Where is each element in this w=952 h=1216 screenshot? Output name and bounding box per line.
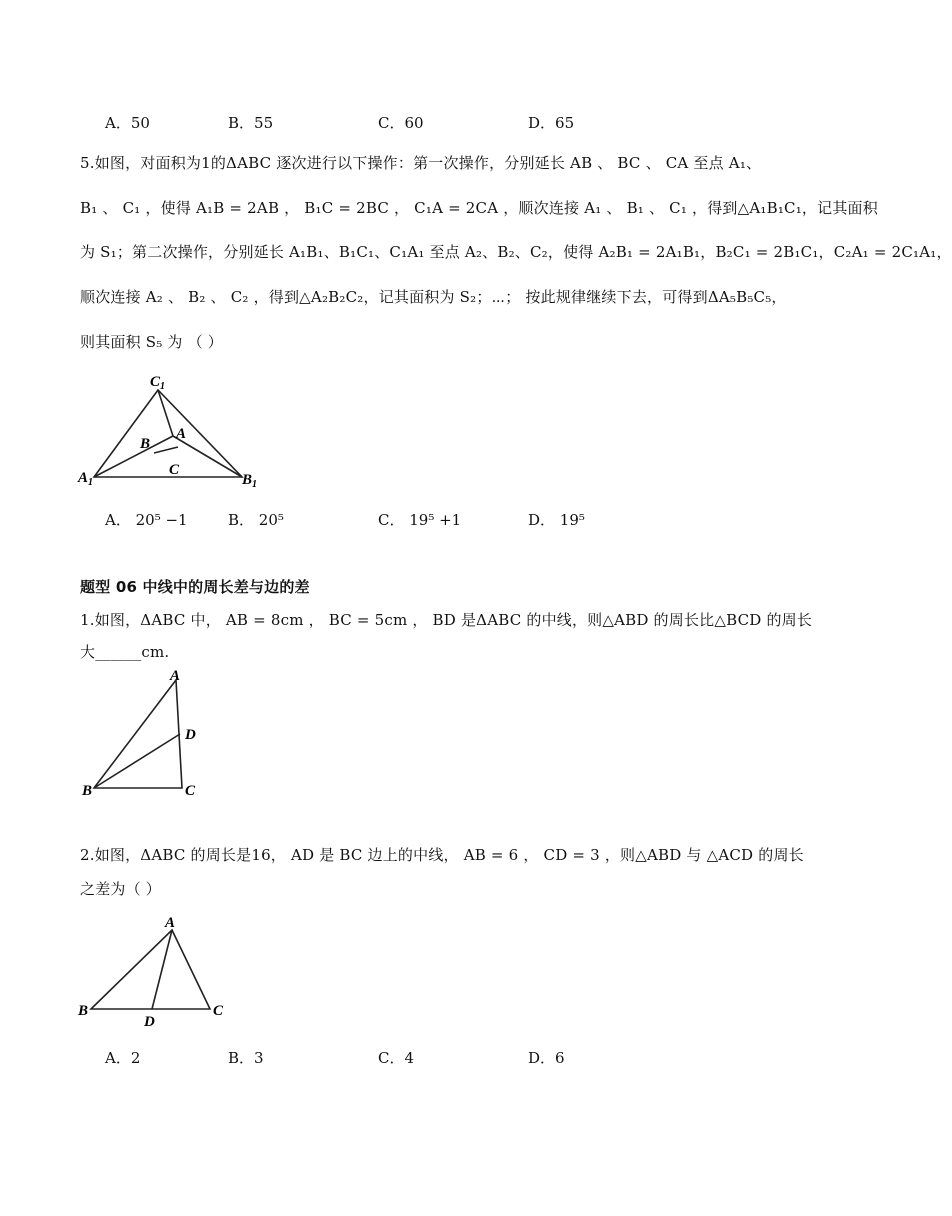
label-a1: $A_1$ — [78, 470, 94, 488]
q1-line-2: 大______cm. — [80, 643, 170, 661]
label-a: A — [165, 915, 176, 931]
q2-option-b: B．3 — [228, 1049, 264, 1067]
q2-option-d: D．6 — [528, 1049, 565, 1067]
q2-triangle-figure — [76, 910, 236, 1028]
label-b: B — [140, 436, 151, 452]
section-heading: 题型 06 中线中的周长差与边的差 — [80, 578, 310, 596]
q5-line-5: 则其面积 S₅ 为 （ ） — [80, 333, 223, 351]
q2-option-a: A．2 — [105, 1049, 141, 1067]
q5-option-b: B． 20⁵ — [228, 511, 284, 529]
label-d: D — [144, 1014, 155, 1030]
label-c: C — [169, 462, 180, 478]
label-c: C — [213, 1003, 224, 1019]
option-d: D．65 — [528, 114, 575, 132]
q5-line-1: 5.如图，对面积为1的ΔABC 逐次进行以下操作：第一次操作，分别延长 AB 、 BC 、 CA 至点 A₁、 — [80, 154, 762, 172]
q1-line-1: 1.如图，ΔABC 中， AB = 8cm ， BC = 5cm ， BD 是ΔABC 的中线，则△ABD 的周长比△BCD 的周长 — [80, 611, 813, 629]
label-b: B — [78, 1003, 89, 1019]
label-d: D — [185, 727, 196, 743]
option-b: B．55 — [228, 114, 274, 132]
label-c1: $C_1$ — [150, 374, 166, 392]
q5-option-a: A． 20⁵ −1 — [105, 511, 188, 529]
q2-line-1: 2.如图，ΔABC 的周长是16， AD 是 BC 边上的中线， AB = 6 ， CD = 3 ，则△ABD 与 △ACD 的周长 — [80, 846, 804, 864]
q5-option-d: D． 19⁵ — [528, 511, 585, 529]
label-a: A — [170, 668, 181, 684]
q5-triangle-figure — [74, 366, 274, 490]
label-c: C — [185, 783, 196, 799]
q5-line-3: 为 S₁；第二次操作，分别延长 A₁B₁、B₁C₁、C₁A₁ 至点 A₂、B₂、C₂，使得 A₂B₁ = 2A₁B₁，B₂C₁ = 2B₁C₁，C₂A₁ = 2C₁A₁， — [80, 243, 952, 261]
q5-line-2: B₁ 、 C₁ ，使得 A₁B = 2AB ， B₁C = 2BC ， C₁A = 2CA ，顺次连接 A₁ 、 B₁ 、 C₁ ，得到△A₁B₁C₁，记其面积 — [80, 199, 878, 217]
label-b: B — [82, 783, 93, 799]
label-b1: $B_1$ — [242, 472, 258, 490]
option-a: A．50 — [105, 114, 150, 132]
q2-line-2: 之差为（ ） — [80, 880, 161, 898]
q2-option-c: C．4 — [378, 1049, 415, 1067]
option-c: C．60 — [378, 114, 424, 132]
label-a: A — [176, 426, 187, 442]
q5-line-4: 顺次连接 A₂ 、 B₂ 、 C₂ ，得到△A₂B₂C₂，记其面积为 S₂；⋯； 按此规律继续下去，可得到ΔA₅B₅C₅， — [80, 288, 787, 306]
q1-triangle-figure — [78, 664, 208, 800]
q5-option-c: C． 19⁵ +1 — [378, 511, 462, 529]
